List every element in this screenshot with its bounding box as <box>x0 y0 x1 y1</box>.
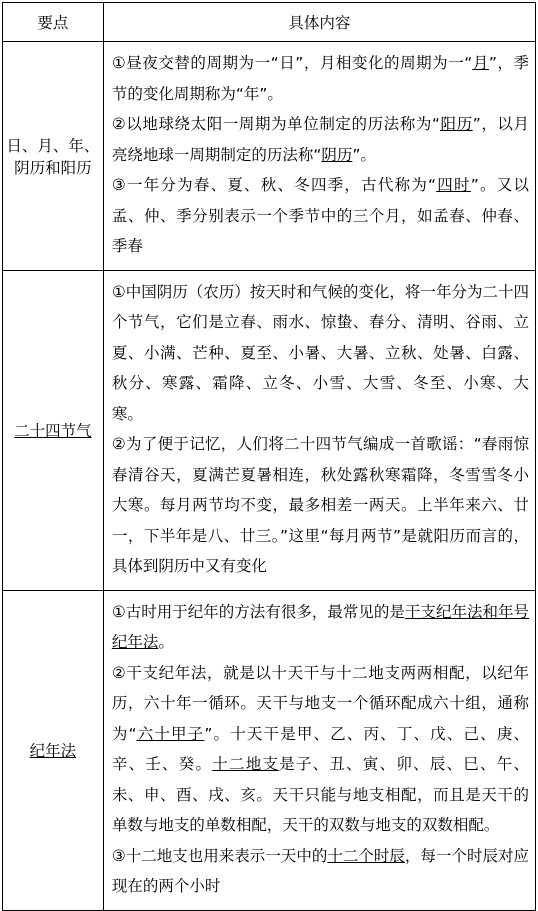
content-paragraph <box>112 658 529 841</box>
content-paragraph <box>112 170 529 262</box>
underlined-term: 干支纪年法和年号纪年法 <box>111 602 529 651</box>
text-segment: ”，季节的变化周期称为“年”。 <box>111 54 529 103</box>
underlined-term: 十二地支 <box>212 755 280 773</box>
table-header-row <box>3 3 536 42</box>
underlined-term: 阴历 <box>321 145 353 164</box>
underlined-term: 月 <box>472 54 489 72</box>
row-key <box>3 590 104 910</box>
row-content <box>103 42 535 271</box>
knowledge-table <box>2 2 536 911</box>
content-paragraph <box>112 841 529 902</box>
text-segment: ②干支纪年法，就是以十天干与十二地支两两相配，以纪年历，六十年一循环。天干与地支一个循环配成六十组，通称为“ <box>111 663 529 743</box>
content-paragraph <box>112 48 529 109</box>
text-segment: ”。十天干是甲、乙、丙、丁、戊、己、庚、辛、壬、癸。 <box>111 724 529 773</box>
text-segment: ③十二地支也用来表示一天中的 <box>111 846 328 865</box>
row-key-label: 二十四节气 <box>14 422 92 440</box>
text-segment: ”，以月亮绕地球一周期制定的历法称“ <box>111 115 530 164</box>
text-segment: ②为了便于记忆，人们将二十四节气编成一首歌谣：“春雨惊春清谷天，夏满芒夏暑相连，秋处露秋寒霜降，冬雪雪冬小大寒。每月两节均不变，最多相差一两天。上半年来六、廿一，下半年是八、廿三。”这里“每月两节”是就阳历而言的，具体到阴历中又有变化 <box>111 435 529 575</box>
content-paragraph <box>112 429 529 582</box>
text-segment: ，每一个时辰对应现在的两个小时 <box>111 846 529 895</box>
row-year-numbering <box>3 590 536 910</box>
text-segment: 。 <box>158 633 174 651</box>
row-key <box>3 42 104 271</box>
row-key-label: 日、月、年、阴历和阳历 <box>6 136 100 177</box>
row-key-label: 纪年法 <box>29 742 77 760</box>
text-segment: ”。又以孟、仲、季分别表示一个季节中的三个月，如孟春、仲春、季春 <box>111 176 529 255</box>
header-content: 具体内容 <box>103 3 535 42</box>
text-segment: ①中国阴历（农历）按天时和气候的变化，将一年分为二十四个节气，它们是立春、雨水、惊蛰、春分、清明、谷雨、立夏、小满、芒种、夏至、小暑、大暑、立秋、处暑、白露、秋分、寒露、霜降、立冬、小雪、大雪、冬至、小寒、大寒。 <box>111 282 529 423</box>
row-key <box>3 270 104 590</box>
text-segment: ②以地球绕太阳一周期为单位制定的历法称为“ <box>111 115 440 133</box>
row-calendar <box>3 42 536 271</box>
text-segment: 是子、丑、寅、卯、辰、巳、午、未、申、酉、戌、亥。天干只能与地支相配，而且是天干的单数与地支的单数相配，天干的双数与地支的双数相配。 <box>111 755 529 834</box>
content-paragraph <box>112 597 529 658</box>
text-segment: ①昼夜交替的周期为一“日”，月相变化的周期为一“ <box>111 54 473 72</box>
text-segment: ③一年分为春、夏、秋、冬四季，古代称为“ <box>111 176 437 194</box>
text-segment: ”。 <box>352 145 376 164</box>
header-key: 要点 <box>3 3 104 42</box>
underlined-term: 阳历 <box>439 115 473 133</box>
content-paragraph <box>112 109 529 170</box>
underlined-term: 四时 <box>436 176 471 194</box>
row-solar-terms <box>3 270 536 590</box>
row-content <box>103 270 535 590</box>
underlined-term: 十二个时辰 <box>327 846 405 865</box>
text-segment: ①古时用于纪年的方法有很多，最常见的是 <box>111 602 405 621</box>
content-paragraph <box>112 277 529 430</box>
underlined-term: 六十甲子 <box>136 724 205 743</box>
row-content <box>103 590 535 910</box>
